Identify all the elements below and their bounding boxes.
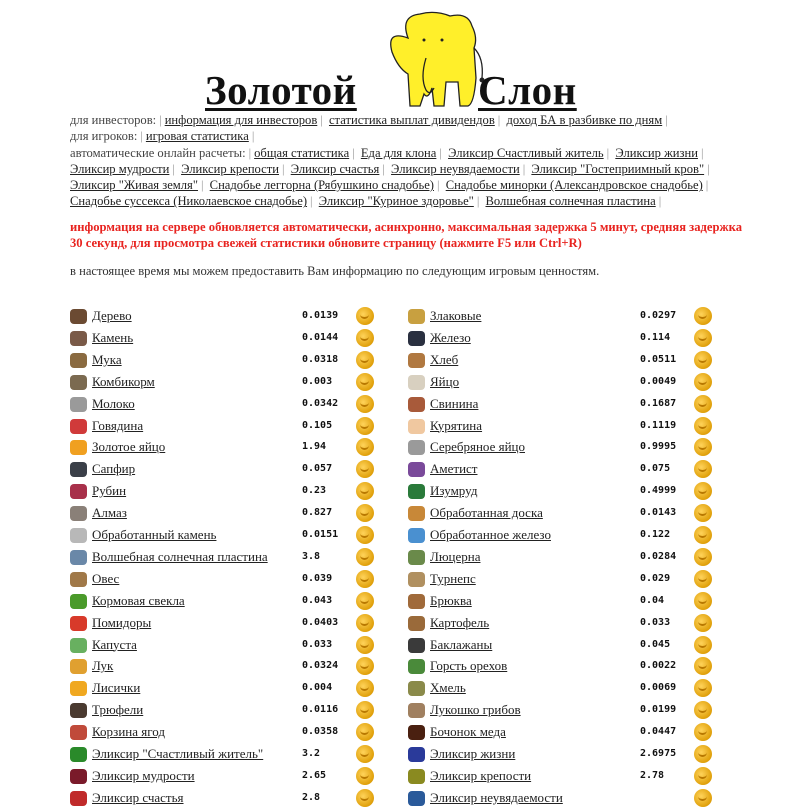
separator: | (437, 178, 440, 193)
separator: | (251, 129, 255, 144)
gold-coin-icon[interactable] (694, 526, 712, 544)
item-row (70, 526, 380, 546)
investors-link[interactable]: доход БА в разбивке по дням (506, 113, 663, 127)
item-link[interactable]: Серебряное яйцо (430, 439, 525, 455)
gold-coin-icon[interactable] (694, 351, 712, 369)
item-link[interactable]: Рубин (92, 483, 127, 499)
item-link[interactable]: Капуста (92, 636, 137, 652)
gold-coin-icon[interactable] (356, 460, 374, 478)
gold-coin-icon[interactable] (356, 745, 374, 763)
processed-stone-icon (70, 528, 87, 543)
separator: | (282, 161, 285, 176)
turnip-icon (408, 572, 425, 587)
gold-coin-icon[interactable] (694, 657, 712, 675)
elixir-icon (70, 791, 87, 806)
auto-calc-link[interactable]: Эликсир Счастливый житель (448, 145, 604, 160)
auto-calc-link[interactable]: Снадобье суссекса (Николаевское снадобье) (70, 194, 308, 209)
gold-coin-icon[interactable] (694, 417, 712, 435)
item-price: 0.9995 (640, 441, 677, 453)
item-link[interactable]: Обработанная доска (430, 505, 543, 521)
item-link[interactable]: Картофель (430, 614, 490, 630)
item-link[interactable]: Овес (92, 570, 120, 586)
gold-coin-icon[interactable] (694, 395, 712, 413)
elephant-logo-icon (380, 8, 492, 112)
item-row (70, 614, 380, 634)
item-link[interactable]: Лукошко грибов (430, 702, 521, 718)
separator: | (665, 113, 668, 127)
item-row (70, 307, 380, 327)
item-price: 1.94 (302, 441, 327, 453)
gold-coin-icon[interactable] (356, 438, 374, 456)
item-link[interactable]: Говядина (92, 417, 144, 433)
players-link[interactable]: игровая статистика (145, 129, 249, 144)
item-link[interactable]: Корзина ягод (92, 724, 165, 740)
separator: | (476, 194, 480, 209)
item-link[interactable]: Аметист (430, 461, 478, 477)
item-link[interactable]: Баклажаны (430, 636, 493, 652)
item-row (70, 417, 380, 437)
item-row (70, 504, 380, 524)
alfalfa-icon (408, 550, 425, 565)
item-row (70, 482, 380, 502)
item-price: 2.8 (302, 791, 321, 803)
item-price: 0.0297 (640, 310, 677, 321)
gold-coin-icon[interactable] (694, 701, 712, 719)
item-link[interactable]: Эликсир жизни (430, 746, 516, 761)
elixir-icon (408, 769, 425, 784)
item-row (408, 679, 718, 699)
item-row (408, 438, 718, 458)
item-link[interactable]: Изумруд (430, 483, 478, 499)
separator: | (439, 145, 442, 160)
item-price: 0.827 (302, 507, 333, 519)
item-price: 0.057 (302, 463, 333, 475)
honey-barrel-icon (408, 725, 425, 740)
separator: | (320, 113, 323, 127)
separator: | (382, 161, 385, 176)
item-row (408, 329, 718, 349)
item-link[interactable]: Эликсир крепости (430, 767, 532, 783)
emerald-icon (408, 484, 425, 499)
item-price: 0.1687 (640, 397, 677, 409)
silver-egg-icon (408, 440, 425, 455)
item-price: 2.78 (640, 769, 665, 781)
item-price: 0.0151 (302, 529, 339, 540)
item-link[interactable]: Хлеб (430, 351, 459, 367)
gold-coin-icon[interactable] (356, 723, 374, 741)
gold-coin-icon[interactable] (356, 548, 374, 566)
gold-coin-icon[interactable] (356, 307, 374, 325)
nuts-icon (408, 659, 425, 674)
fodder-icon (70, 375, 87, 390)
item-price: 0.122 (640, 529, 671, 540)
golden-egg-icon (70, 440, 87, 455)
gold-coin-icon[interactable] (356, 482, 374, 500)
item-row (70, 570, 380, 590)
item-row (70, 548, 380, 568)
item-link[interactable]: Эликсир мудрости (92, 767, 195, 783)
item-price: 0.039 (302, 572, 333, 584)
chicken-icon (408, 419, 425, 434)
separator: | (497, 113, 501, 127)
item-row (70, 745, 380, 765)
elixir-icon (70, 769, 87, 784)
diamond-icon (70, 506, 87, 521)
gold-coin-icon[interactable] (694, 614, 712, 632)
gold-coin-icon[interactable] (694, 789, 712, 807)
item-row (70, 679, 380, 699)
grain-icon (408, 309, 425, 324)
auto-calc-link[interactable]: Эликсир жизни (615, 145, 698, 160)
gold-coin-icon[interactable] (694, 307, 712, 325)
item-row (70, 657, 380, 677)
separator: | (248, 145, 252, 160)
item-price: 0.0403 (302, 616, 339, 628)
mushroom-basket-icon (408, 703, 425, 718)
separator: | (200, 178, 204, 193)
gold-coin-icon[interactable] (356, 570, 374, 588)
item-price: 0.043 (302, 594, 333, 606)
potato-icon (408, 616, 425, 631)
item-price: 0.1119 (640, 419, 677, 431)
processed-iron-icon (408, 528, 425, 543)
pork-icon (408, 397, 425, 412)
item-price: 0.105 (302, 419, 333, 431)
gold-coin-icon[interactable] (356, 679, 374, 697)
gold-coin-icon[interactable] (694, 745, 712, 763)
elixir-icon (408, 791, 425, 806)
gold-coin-icon[interactable] (694, 767, 712, 785)
item-price: 0.0199 (640, 704, 677, 716)
tomato-icon (70, 616, 87, 631)
item-price: 0.0143 (640, 507, 677, 519)
item-link[interactable]: Эликсир счастья (92, 789, 184, 805)
berry-basket-icon (70, 725, 87, 740)
item-row (408, 570, 718, 590)
item-row (70, 460, 380, 480)
item-row (70, 329, 380, 349)
beet-icon (70, 594, 87, 609)
item-price: 3.2 (302, 748, 321, 759)
gold-coin-icon[interactable] (356, 789, 374, 807)
item-row (70, 701, 380, 721)
item-price: 0.0139 (302, 310, 339, 321)
gold-coin-icon[interactable] (694, 329, 712, 347)
gold-coin-icon[interactable] (356, 614, 374, 632)
gold-coin-icon[interactable] (356, 657, 374, 675)
item-link[interactable]: Хмель (430, 680, 466, 696)
item-link[interactable]: Обработанное железо (430, 527, 551, 542)
players-label: для игроков: (70, 129, 138, 144)
auto-calc-link[interactable]: Еда для клона (360, 145, 437, 160)
item-link[interactable]: Яйцо (430, 373, 460, 389)
separator: | (606, 145, 610, 160)
navigation (70, 112, 750, 210)
item-price: 0.0049 (640, 375, 677, 387)
item-link[interactable]: Железо (430, 329, 471, 345)
item-row (70, 723, 380, 743)
item-price: 0.004 (302, 682, 333, 694)
logo-word-right: Слон (478, 67, 577, 113)
intro-text: в настоящее время мы можем предоставить Вам информацию по следующим игровым ценностям. (70, 264, 600, 278)
item-price: 0.045 (640, 638, 671, 650)
auto-calc-link[interactable]: Эликсир "Живая земля" (70, 178, 198, 193)
item-link[interactable]: Волшебная солнечная пластина (92, 548, 268, 564)
item-link[interactable]: Дерево (92, 308, 132, 323)
truffle-icon (70, 703, 87, 718)
gold-coin-icon[interactable] (356, 417, 374, 435)
item-row (70, 767, 380, 787)
gold-coin-icon[interactable] (694, 460, 712, 478)
item-row (70, 636, 380, 656)
item-row (408, 417, 718, 437)
auto-calc-label: автоматические онлайн расчеты: (70, 145, 246, 160)
item-price: 0.114 (640, 331, 671, 343)
iron-icon (408, 331, 425, 346)
item-price: 2.6975 (640, 748, 677, 759)
item-link[interactable]: Бочонок меда (430, 724, 506, 740)
auto-calc-link[interactable]: Эликсир неувядаемости (391, 161, 520, 176)
gold-coin-icon[interactable] (356, 504, 374, 522)
item-link[interactable]: Молоко (92, 395, 135, 411)
gold-coin-icon[interactable] (356, 592, 374, 610)
gold-coin-icon[interactable] (356, 351, 374, 369)
item-row (408, 767, 718, 787)
separator: | (700, 145, 704, 160)
item-price: 3.8 (302, 550, 321, 562)
item-row (408, 395, 718, 415)
item-row (408, 657, 718, 677)
item-row (408, 701, 718, 721)
wood-icon (70, 309, 87, 324)
gold-coin-icon[interactable] (694, 723, 712, 741)
item-link[interactable]: Эликсир неувядаемости (430, 789, 563, 805)
item-row (70, 592, 380, 612)
item-price: 0.0447 (640, 726, 677, 738)
auto-calc-link[interactable]: Эликсир мудрости (70, 161, 170, 176)
item-link[interactable]: Лук (92, 658, 114, 674)
gold-coin-icon[interactable] (694, 504, 712, 522)
item-price: 0.4999 (640, 485, 677, 497)
flour-icon (70, 353, 87, 368)
investors-label: для инвесторов: (70, 113, 157, 127)
item-row (408, 592, 718, 612)
item-link[interactable]: Помидоры (92, 614, 152, 630)
item-price: 0.033 (640, 616, 671, 628)
gold-coin-icon[interactable] (694, 548, 712, 566)
item-price: 0.003 (302, 375, 333, 387)
auto-calc-link[interactable]: Эликсир "Куриное здоровье" (318, 194, 474, 209)
item-link[interactable]: Комбикорм (92, 373, 155, 389)
gold-coin-icon[interactable] (694, 570, 712, 588)
item-link[interactable]: Алмаз (92, 505, 127, 521)
item-link[interactable]: Курятина (430, 417, 483, 433)
separator: | (159, 113, 162, 127)
oats-icon (70, 572, 87, 587)
item-row (408, 789, 718, 809)
separator: | (658, 194, 662, 209)
auto-calc-link[interactable]: Снадобье леггорна (Рябушкино снадобье) (209, 178, 434, 193)
item-link[interactable]: Мука (92, 351, 122, 367)
gold-coin-icon[interactable] (694, 482, 712, 500)
item-link[interactable]: Кормовая свекла (92, 592, 185, 608)
item-row (70, 395, 380, 415)
item-link[interactable]: Сапфир (92, 461, 136, 477)
item-price: 0.04 (640, 594, 665, 606)
item-price: 0.075 (640, 463, 671, 475)
gold-coin-icon[interactable] (694, 373, 712, 391)
gold-coin-icon[interactable] (356, 373, 374, 391)
item-row (408, 460, 718, 480)
separator: | (705, 178, 709, 193)
auto-calc-link[interactable]: Волшебная солнечная пластина (485, 194, 656, 209)
auto-calc-link[interactable]: Снадобье минорки (Александровское снадобье) (445, 178, 703, 193)
sapphire-icon (70, 462, 87, 477)
separator: | (707, 161, 710, 176)
gold-coin-icon[interactable] (356, 526, 374, 544)
item-row (70, 789, 380, 809)
gold-coin-icon[interactable] (356, 701, 374, 719)
auto-calc-link[interactable]: Эликсир крепости (181, 161, 280, 176)
beef-icon (70, 419, 87, 434)
item-link[interactable]: Эликсир "Счастливый житель" (92, 746, 264, 761)
item-price: 0.0342 (302, 397, 339, 409)
elixir-icon (408, 747, 425, 762)
separator: | (522, 161, 526, 176)
item-row (70, 373, 380, 393)
cabbage-icon (70, 638, 87, 653)
onion-icon (70, 659, 87, 674)
separator: | (352, 145, 355, 160)
item-link[interactable]: Брюква (430, 592, 472, 608)
item-link[interactable]: Камень (92, 329, 134, 345)
item-row (408, 504, 718, 524)
item-link[interactable]: Свинина (430, 395, 479, 411)
item-row (408, 723, 718, 743)
item-price: 0.0116 (302, 704, 339, 716)
auto-calc-link[interactable]: Эликсир "Гостеприимный кров" (531, 161, 705, 176)
elixir-icon (70, 747, 87, 762)
item-link[interactable]: Люцерна (430, 548, 481, 564)
item-row (408, 636, 718, 656)
item-link[interactable]: Золотое яйцо (92, 439, 166, 455)
gold-coin-icon[interactable] (694, 438, 712, 456)
item-link[interactable]: Турнепс (430, 570, 476, 586)
update-notice: информация на сервере обновляется автоматически, асинхронно, максимальная задержка 5 минут, средняя задержка 30 секунд, для просмотра свежей статистики обновите страницу (нажмите F5 или Ctrl+R) (70, 220, 742, 250)
auto-calc-link[interactable]: общая статистика (254, 145, 350, 160)
investors-link[interactable]: статистика выплат дивидендов (328, 113, 495, 127)
item-price: 0.0284 (640, 550, 677, 562)
item-link[interactable]: Горсть орехов (430, 658, 508, 674)
plank-icon (408, 506, 425, 521)
item-price: 0.029 (640, 572, 671, 584)
item-price: 0.0358 (302, 726, 339, 738)
item-link[interactable]: Обработанный камень (92, 527, 217, 542)
item-row (408, 548, 718, 568)
chanterelle-icon (70, 681, 87, 696)
item-price: 0.0022 (640, 660, 677, 672)
gold-coin-icon[interactable] (356, 636, 374, 654)
item-row (70, 438, 380, 458)
gold-coin-icon[interactable] (694, 636, 712, 654)
gold-coin-icon[interactable] (694, 592, 712, 610)
item-price: 0.0144 (302, 331, 339, 343)
auto-calc-link[interactable]: Эликсир счастья (290, 161, 380, 176)
item-row (408, 351, 718, 371)
item-price: 0.0324 (302, 660, 339, 672)
item-price: 0.0069 (640, 682, 677, 694)
gold-coin-icon[interactable] (356, 767, 374, 785)
item-price: 0.0318 (302, 353, 339, 365)
eggplant-icon (408, 638, 425, 653)
site-logo (0, 0, 800, 112)
item-row (408, 482, 718, 502)
item-row (408, 373, 718, 393)
amethyst-icon (408, 462, 425, 477)
item-price: 0.23 (302, 485, 327, 497)
separator: | (172, 161, 175, 176)
item-link[interactable]: Лисички (92, 680, 141, 696)
item-price: 0.0511 (640, 353, 677, 365)
item-row (408, 307, 718, 327)
ruby-icon (70, 484, 87, 499)
item-row (408, 745, 718, 765)
item-link[interactable]: Злаковые (430, 308, 482, 323)
item-price: 0.033 (302, 638, 333, 650)
solar-panel-icon (70, 550, 87, 565)
egg-icon (408, 375, 425, 390)
hops-icon (408, 681, 425, 696)
separator: | (310, 194, 313, 209)
gold-coin-icon[interactable] (694, 679, 712, 697)
gold-coin-icon[interactable] (356, 329, 374, 347)
investors-link[interactable]: информация для инвесторов (164, 113, 318, 127)
item-link[interactable]: Трюфели (92, 702, 144, 718)
logo-word-left: Золотой (205, 67, 357, 113)
milk-icon (70, 397, 87, 412)
item-price: 2.65 (302, 769, 327, 781)
stone-icon (70, 331, 87, 346)
item-row (408, 614, 718, 634)
separator: | (140, 129, 143, 144)
item-row (70, 351, 380, 371)
gold-coin-icon[interactable] (356, 395, 374, 413)
rutabaga-icon (408, 594, 425, 609)
bread-icon (408, 353, 425, 368)
item-row (408, 526, 718, 546)
